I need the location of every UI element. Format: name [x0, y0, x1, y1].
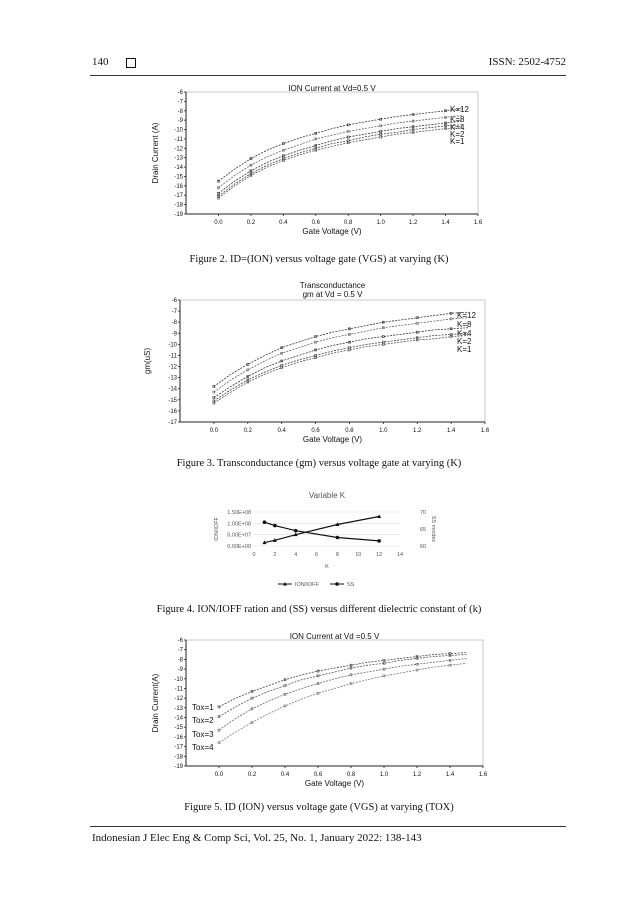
- data-point: [383, 659, 385, 661]
- y-tick-label: -12: [174, 696, 183, 703]
- series-label: K=1: [450, 137, 465, 146]
- footer-citation: Indonesian J Elec Eng & Comp Sci, Vol. 25, No. 1, January 2022: 138-143: [92, 832, 422, 844]
- series-line: [214, 336, 468, 404]
- x-tick-label: 6: [315, 552, 319, 558]
- figure-5-chart: [148, 630, 493, 795]
- plot-frame: [186, 640, 483, 766]
- issn-text: ISSN: 2502-4752: [488, 56, 566, 68]
- figure-2-caption-text: Figure 2. ID=(ION) versus voltage gate (VGS) at varying (K): [189, 254, 449, 265]
- data-point: [213, 400, 215, 402]
- x-tick-label: 0.6: [311, 220, 320, 226]
- figure-3-caption-text: Figure 3. Transconductance (gm) versus voltage gate at varying (K): [176, 458, 462, 469]
- y-tick-label: -9: [171, 331, 177, 338]
- data-point: [347, 130, 349, 132]
- data-point: [416, 663, 418, 665]
- y-tick-label: -15: [168, 397, 177, 404]
- y-tick-label: 1.50E+08: [227, 510, 251, 516]
- y-tick-label: -14: [174, 715, 183, 722]
- data-point: [218, 742, 220, 744]
- y2-axis-label: SS mv/dec: [430, 515, 436, 543]
- y-tick-label: -17: [174, 744, 183, 751]
- series-label: K=4: [457, 329, 472, 338]
- y-tick-label: -6: [177, 638, 183, 644]
- x-axis-label: K: [325, 564, 329, 570]
- y-tick-label: -6: [177, 90, 183, 96]
- y2-tick-label: 65: [420, 527, 427, 533]
- data-point: [213, 402, 215, 404]
- x-tick-label: 12: [376, 552, 383, 558]
- y-tick-label: -6: [171, 298, 177, 304]
- x-tick-label: 1.0: [379, 772, 389, 778]
- series-label: K=1: [457, 345, 472, 354]
- x-tick-label: 2: [273, 552, 277, 558]
- y-axis-label: gm(uS): [143, 347, 152, 375]
- data-point: [348, 347, 350, 349]
- data-point: [247, 369, 249, 371]
- y-tick-label: -17: [174, 193, 183, 200]
- y-tick-label: -16: [174, 734, 183, 741]
- y-tick-label: -13: [174, 705, 183, 712]
- series-label: K=12: [457, 311, 476, 320]
- series-label: K=8: [457, 320, 472, 329]
- x-tick-label: 0.2: [246, 220, 256, 226]
- x-tick-label: 0.6: [311, 428, 320, 434]
- y-tick-label: -10: [174, 676, 183, 683]
- x-tick-label: 0.8: [346, 772, 356, 778]
- x-tick-label: 1.2: [413, 428, 422, 434]
- y-tick-label: -13: [168, 375, 177, 382]
- figure-4-caption-text: Figure 4. ION/IOFF ration and (SS) versus different dielectric constant of (k): [156, 604, 482, 615]
- x-tick-label: 1.2: [408, 220, 418, 226]
- y-tick-label: -12: [168, 364, 177, 371]
- y-tick-label: -9: [177, 667, 183, 674]
- x-tick-label: 1.6: [473, 220, 483, 226]
- chart-title: Transconductance: [299, 281, 366, 290]
- y-tick-label: -19: [174, 212, 183, 218]
- data-point: [317, 692, 319, 694]
- chart-subtitle: gm at Vd = 0.5 V: [302, 290, 363, 299]
- y-tick-label: -18: [174, 754, 183, 761]
- y-tick-label: -17: [168, 420, 177, 426]
- x-tick-label: 1.2: [412, 772, 422, 778]
- data-point-circle: [336, 536, 340, 540]
- plot-frame: [186, 92, 478, 214]
- figure-2-caption: [0, 254, 638, 265]
- series-label: K=8: [450, 115, 465, 124]
- figure-4-chart: [196, 484, 446, 596]
- series-label: K=2: [457, 337, 472, 346]
- x-tick-label: 1.0: [376, 220, 385, 226]
- series-line: [218, 121, 461, 193]
- series-label: K=4: [450, 123, 465, 132]
- series-line: [214, 318, 468, 392]
- y-tick-label: -7: [171, 309, 177, 316]
- y-tick-label: -19: [174, 764, 183, 770]
- series-label: K=2: [450, 130, 465, 139]
- x-tick-label: 0.6: [313, 772, 323, 778]
- y-tick-label: -14: [168, 386, 177, 393]
- x-tick-label: 0.8: [344, 220, 353, 226]
- data-point: [348, 349, 350, 351]
- series-label: Tox=2: [192, 716, 214, 725]
- y-tick-label: -7: [177, 99, 183, 106]
- legend-label: ION/IOFF: [295, 582, 319, 588]
- x-tick-label: 1.6: [478, 772, 488, 778]
- y-tick-label: -16: [168, 408, 177, 415]
- y-tick-label: -9: [177, 118, 183, 125]
- x-tick-label: 1.0: [379, 428, 388, 434]
- page-number: 140: [92, 56, 109, 68]
- y-tick-label: -7: [177, 647, 183, 654]
- figure-2-chart: [148, 84, 488, 246]
- data-point: [281, 367, 283, 369]
- x-tick-label: 0.0: [214, 220, 223, 226]
- y-tick-label: -18: [174, 202, 183, 209]
- series-label: Tox=3: [192, 730, 214, 739]
- series-label: Tox=1: [192, 703, 214, 712]
- data-point: [449, 664, 451, 666]
- legend-marker-circle: [335, 582, 339, 586]
- x-tick-label: 8: [335, 552, 339, 558]
- y-tick-label: -15: [174, 725, 183, 732]
- y-axis-label: Drain Current(A): [151, 673, 160, 733]
- y-tick-label: -10: [168, 342, 177, 349]
- series-line: [219, 653, 467, 707]
- data-point: [380, 125, 382, 127]
- data-point: [382, 343, 384, 345]
- chart-title: ION Current at Vd =0.5 V: [289, 632, 380, 641]
- y-tick-label: -8: [171, 320, 177, 327]
- data-point: [347, 124, 349, 126]
- data-point: [218, 729, 220, 731]
- series-label: Tox=4: [192, 743, 214, 752]
- x-tick-label: 0.4: [280, 772, 290, 778]
- y-axis-label: ION/IOFF: [214, 517, 220, 541]
- series-line: [264, 517, 379, 543]
- figure-4-caption: [0, 604, 638, 615]
- data-point: [380, 118, 382, 120]
- data-point: [380, 136, 382, 138]
- y-tick-label: -11: [168, 353, 177, 360]
- y2-tick-label: 60: [420, 544, 427, 550]
- data-point: [416, 322, 418, 324]
- x-tick-label: 1.4: [445, 772, 455, 778]
- x-tick-label: 4: [294, 552, 298, 558]
- data-point: [382, 341, 384, 343]
- y-tick-label: -8: [177, 108, 183, 115]
- y-tick-label: -16: [174, 183, 183, 190]
- data-point: [347, 136, 349, 138]
- series-line: [214, 328, 468, 398]
- y-tick-label: 1.00E+08: [227, 521, 251, 528]
- figure-3-caption: [0, 458, 638, 469]
- series-line: [219, 663, 467, 742]
- x-tick-label: 14: [396, 552, 404, 558]
- data-point: [450, 336, 452, 338]
- header-rule: [90, 75, 566, 76]
- chart-title: Variable K: [308, 491, 346, 500]
- data-point: [450, 333, 452, 335]
- data-point: [281, 364, 283, 366]
- x-axis-label: Gate Voltage (V): [302, 435, 363, 444]
- data-point: [380, 130, 382, 132]
- data-point-circle: [294, 529, 298, 533]
- data-point: [284, 685, 286, 687]
- x-tick-label: 10: [355, 552, 362, 558]
- square-bullet-icon: [126, 58, 136, 68]
- data-point-circle: [377, 539, 381, 543]
- x-tick-label: 0.4: [277, 428, 286, 434]
- figure-5-caption-text: Figure 5. ID (ION) versus voltage gate (VGS) at varying (TOX): [184, 802, 454, 813]
- series-line: [218, 128, 461, 198]
- x-tick-label: 1.4: [441, 220, 450, 226]
- x-tick-label: 0: [252, 552, 256, 558]
- data-point: [416, 317, 418, 319]
- x-tick-label: 1.4: [446, 428, 456, 434]
- x-tick-label: 0.2: [243, 428, 252, 434]
- data-point: [213, 386, 215, 388]
- x-tick-label: 0.2: [247, 772, 257, 778]
- y-tick-label: -10: [174, 127, 183, 134]
- y-tick-label: 0.00E+00: [227, 544, 251, 550]
- plot-frame: [180, 300, 485, 422]
- data-point: [284, 705, 286, 707]
- series-label: K=12: [450, 105, 469, 114]
- series-line: [219, 658, 467, 730]
- x-tick-label: 0.8: [345, 428, 354, 434]
- data-point: [383, 662, 385, 664]
- data-point-circle: [263, 520, 267, 524]
- x-tick-label: 1.6: [480, 428, 490, 434]
- series-line: [218, 125, 461, 196]
- y-tick-label: -11: [174, 686, 183, 693]
- y-tick-label: -13: [174, 155, 183, 162]
- x-tick-label: 0.4: [279, 220, 288, 226]
- legend-label: SS: [347, 582, 355, 588]
- footer-rule: [90, 826, 566, 827]
- y-tick-label: -8: [177, 657, 183, 664]
- x-axis-label: Gate Voltage (V): [302, 227, 362, 236]
- series-line: [219, 655, 467, 717]
- data-point-circle: [273, 524, 277, 528]
- y-tick-label: -14: [174, 165, 183, 172]
- figure-3-chart: [140, 278, 495, 450]
- y-tick-label: 5.00E+07: [227, 532, 251, 539]
- x-tick-label: 0.0: [209, 428, 219, 434]
- data-point: [380, 133, 382, 135]
- figure-5-caption: [0, 802, 638, 813]
- y-axis-label: Drain Current (A): [151, 122, 160, 184]
- data-point: [247, 363, 249, 365]
- data-point: [450, 312, 452, 314]
- y2-tick-label: 70: [420, 510, 427, 516]
- y-tick-label: -15: [174, 174, 183, 181]
- y-tick-label: -12: [174, 146, 183, 153]
- chart-title: ION Current at Vd=0.5 V: [288, 84, 376, 93]
- x-tick-label: 0.0: [214, 772, 224, 778]
- x-axis-label: Gate Voltage (V): [304, 779, 365, 788]
- data-point: [450, 318, 452, 320]
- y-tick-label: -11: [174, 136, 183, 143]
